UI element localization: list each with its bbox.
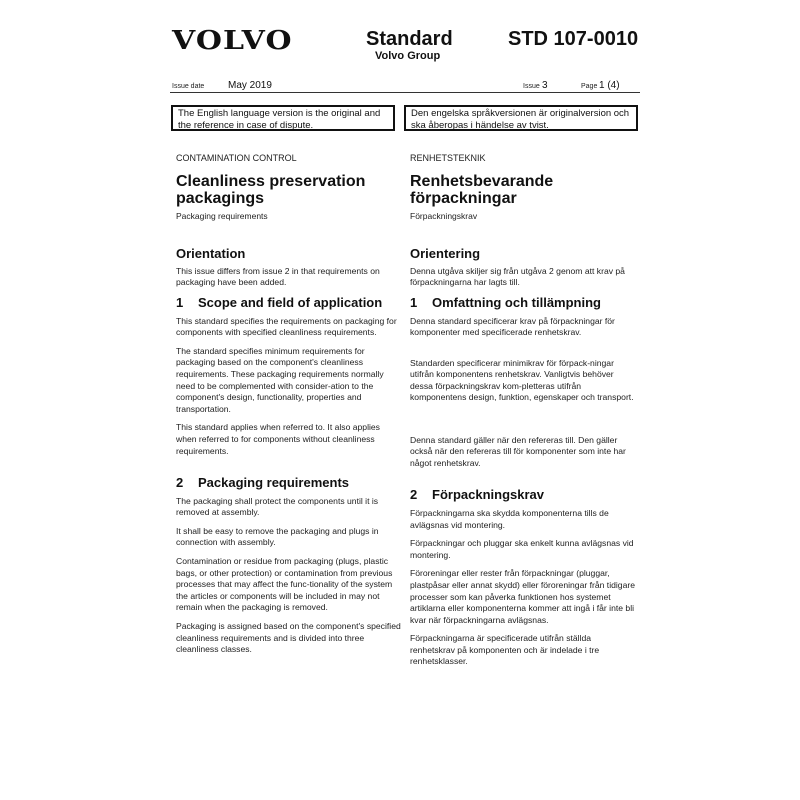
section-2-paragraph: Förpackningarna är specificerade utifrån ställda renhetskrav på komponenten och är indelade i tre renhetsklasser. bbox=[410, 633, 600, 667]
section-1-heading: 1 Omfattning och tillämpning bbox=[410, 294, 601, 310]
document-type: Standard bbox=[366, 28, 453, 50]
category: RENHETSTEKNIK bbox=[410, 153, 486, 163]
issue-number: 3 bbox=[542, 80, 548, 91]
section-2-paragraph: Packaging is assigned based on the component's specified cleanliness requirements and is divided into three cleanliness classes. bbox=[176, 621, 401, 655]
section-2-paragraph: Föroreningar eller rester från förpackningar (pluggar, plastpåsar eller annat skydd) eller föroreningar från tidigare processer som kan påverka funktionen hos systemet artiklarna eller komponenterna kommer att ingå i får inte bli kvar när förpackningarna avlägsnas. bbox=[410, 568, 635, 625]
organization: Volvo Group bbox=[375, 50, 441, 62]
section-2-paragraph: Contamination or residue from packaging (plugs, plastic bags, or other protection) or contamination from previous processes that may affect the func-tionality of the system the articles or components will be included in may not remain when the packaging is removed. bbox=[176, 556, 393, 613]
header-divider bbox=[170, 92, 640, 93]
section-1-paragraph: Standarden specificerar minimikrav för förpack-ningar utifrån komponentens renhetskrav. Vanligtvis behöver dessa förpackningskrav kom-pletteras utifrån komponentens design, funktion, egenskaper och transport. bbox=[410, 357, 634, 403]
standard-number: STD 107-0010 bbox=[508, 28, 639, 50]
document-title: Renhetsbevarande förpackningar bbox=[410, 172, 554, 207]
page-number: 1 (4) bbox=[599, 80, 620, 91]
page-label: Page bbox=[581, 83, 598, 90]
document-title: Cleanliness preservation packagings bbox=[176, 172, 366, 207]
notice-box-swedish bbox=[404, 105, 638, 131]
issue-date-label: Issue date bbox=[172, 83, 205, 90]
swedish-column bbox=[410, 153, 636, 668]
issue-date: May 2019 bbox=[228, 80, 272, 91]
notice-box-english bbox=[171, 105, 395, 131]
volvo-logo: VOLVO bbox=[172, 26, 293, 56]
orientation-heading: Orientering bbox=[410, 246, 481, 262]
section-2-paragraph: Förpackningarna ska skydda komponenterna tills de avlägsnas vid montering. bbox=[410, 507, 609, 530]
notice-text-english: The English language version is the original and the reference in case of dispute. bbox=[178, 108, 381, 131]
section-2-heading: 2 Förpackningskrav bbox=[410, 487, 544, 503]
issue-label: Issue bbox=[523, 83, 540, 90]
orientation-text: This issue differs from issue 2 in that requirements on packaging have been added. bbox=[176, 265, 380, 288]
section-1-paragraph: This standard applies when referred to. It also applies when referred to for components without cleanliness requirements. bbox=[176, 422, 380, 456]
section-2-paragraph: It shall be easy to remove the packaging and plugs in connection with assembly. bbox=[176, 525, 379, 548]
section-1-heading: 1 Scope and field of application bbox=[176, 294, 383, 310]
orientation-heading: Orientation bbox=[176, 246, 246, 262]
document-subtitle: Förpackningskrav bbox=[410, 210, 478, 221]
english-column bbox=[176, 153, 402, 656]
section-2-paragraph: Förpackningar och pluggar ska enkelt kunna avlägsnas vid montering. bbox=[410, 538, 634, 560]
orientation-text: Denna utgåva skiljer sig från utgåva 2 genom att krav på förpackningarna har lagts till. bbox=[410, 265, 625, 288]
section-2-heading: 2 Packaging requirements bbox=[176, 475, 349, 491]
notice-text-swedish: Den engelska språkversionen är originalversion och ska åberopas i händelse av tvist. bbox=[411, 108, 630, 131]
section-1-paragraph: Denna standard specificerar krav på förpackningar för komponenter med specificerade renhetskrav. bbox=[410, 315, 615, 338]
section-1-paragraph: Denna standard gäller när den refereras till. Den gäller också när den refereras till för komponenter som inte har något renhetskrav. bbox=[410, 434, 626, 468]
section-2-paragraph: The packaging shall protect the components until it is removed at assembly. bbox=[176, 495, 379, 518]
document-subtitle: Packaging requirements bbox=[176, 210, 268, 221]
section-1-paragraph: The standard specifies minimum requirements for packaging based on the component's cleanliness requirements. These packaging requirements normally need to be complemented with consider-ation to the component's design, functionality, properties and transportation. bbox=[176, 345, 384, 414]
category: CONTAMINATION CONTROL bbox=[176, 153, 297, 163]
section-1-paragraph: This standard specifies the requirements on packaging for components with specified cleanliness requirements. bbox=[176, 315, 397, 338]
